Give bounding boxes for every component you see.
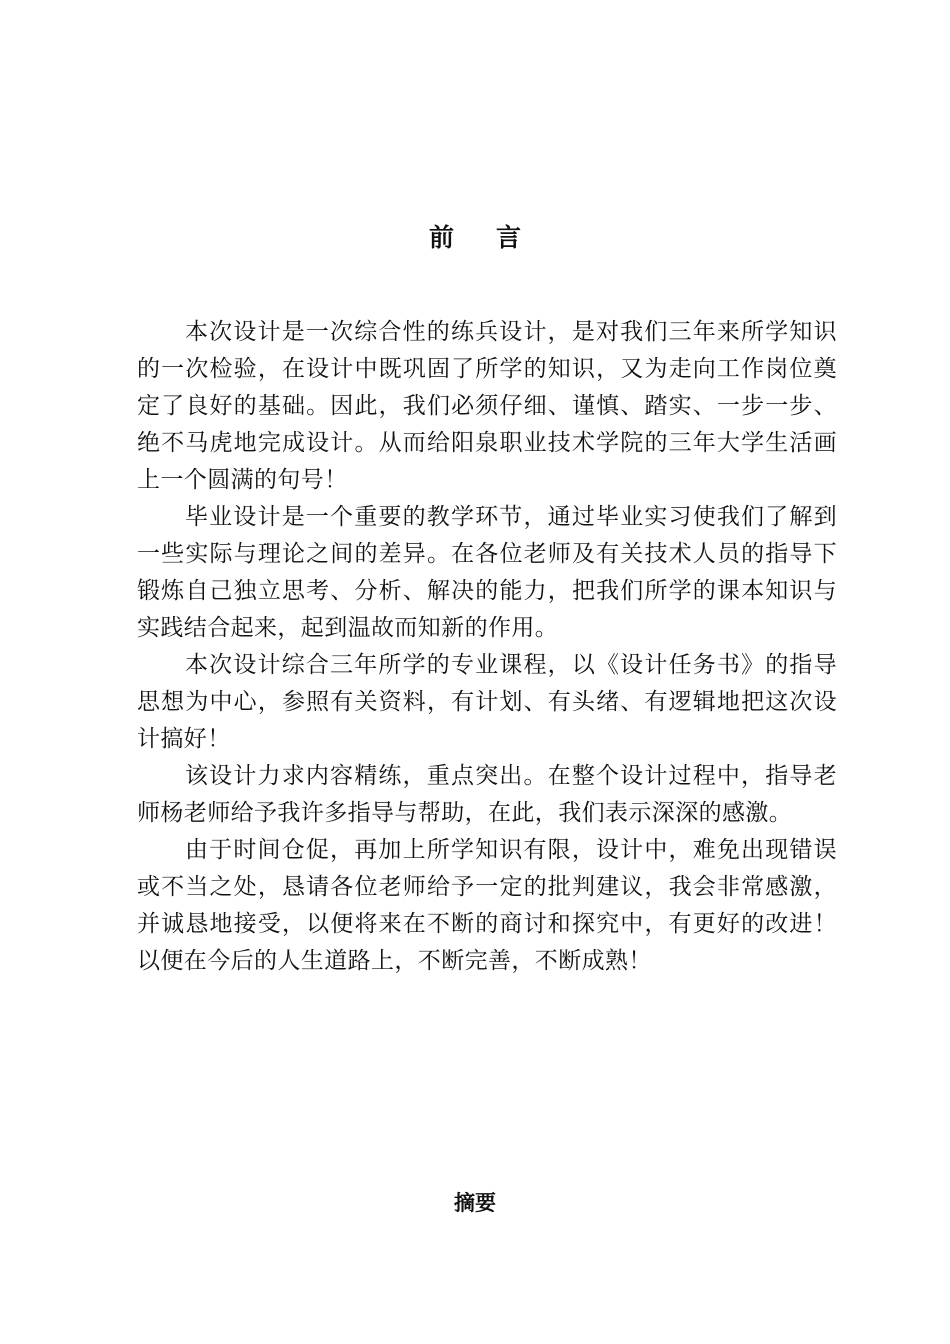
preface-paragraph-5: 由于时间仓促，再加上所学知识有限，设计中，难免出现错误或不当之处，恳请各位老师给予一定的批判建议，我会非常感激，并诚恳地接受，以便将来在不断的商讨和探究中，有更好的改进！以便在今后的人生道路上，不断完善，不断成熟！ — [137, 837, 837, 974]
preface-body — [137, 314, 837, 980]
preface-paragraph-2: 毕业设计是一个重要的教学环节，通过毕业实习使我们了解到一些实际与理论之间的差异。在各位老师及有关技术人员的指导下锻炼自己独立思考、分析、解决的能力，把我们所学的课本知识与实践结合起来，起到温故而知新的作用。 — [137, 504, 837, 641]
abstract-title: 摘要 — [454, 1191, 496, 1215]
preface-paragraph-3: 本次设计综合三年所学的专业课程，以《设计任务书》的指导思想为中心，参照有关资料，有计划、有头绪、有逻辑地把这次设计搞好！ — [137, 652, 837, 752]
preface-title: 前言 — [428, 223, 563, 252]
preface-paragraph-4: 该设计力求内容精练，重点突出。在整个设计过程中，指导老师杨老师给予我许多指导与帮助，在此，我们表示深深的感激。 — [137, 763, 837, 826]
preface-paragraph-1: 本次设计是一次综合性的练兵设计，是对我们三年来所学知识的一次检验，在设计中既巩固了所学的知识，又为走向工作岗位奠定了良好的基础。因此，我们必须仔细、谨慎、踏实、一步一步、绝不马虎地完成设计。从而给阳泉职业技术学院的三年大学生活画上一个圆满的句号！ — [137, 319, 837, 493]
